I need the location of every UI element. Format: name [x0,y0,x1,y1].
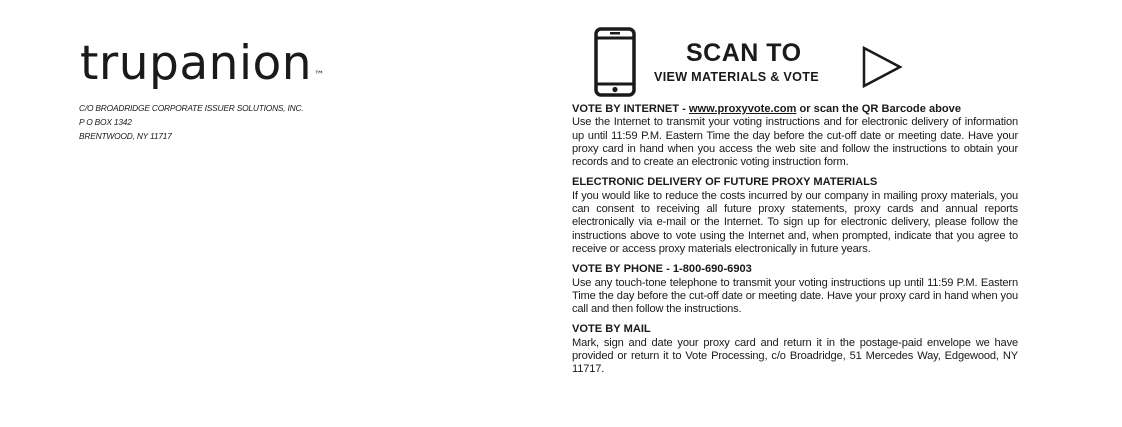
vote-by-phone-heading: VOTE BY PHONE - 1-800-690-6903 [572,263,752,276]
play-arrow-icon [861,45,903,89]
vote-by-mail-heading: VOTE BY MAIL [572,323,651,336]
vote-by-internet-section [572,103,1018,169]
vote-by-internet-body: Use the Internet to transmit your voting instructions and for electronic delivery of information up until 11:59 P.M. Eastern Time the day before the cut-off date or meeting date. Have your proxy card in hand when you access the web site and follow the instructions to obtain your records and to create an electronic voting instruction form. [572,116,1018,169]
address-line-3: BRENTWOOD, NY 11717 [79,131,172,141]
proxyvote-link[interactable]: www.proxyvote.com [688,103,797,115]
vote-by-mail-section [572,323,1018,376]
vote-by-internet-heading [572,103,1018,116]
brand-name: trupanion [80,36,313,91]
electronic-delivery-heading: ELECTRONIC DELIVERY OF FUTURE PROXY MATERIALS [572,176,878,189]
scan-subtitle: VIEW MATERIALS & VOTE [654,70,819,84]
trademark-symbol: ™ [314,70,325,81]
electronic-delivery-body: If you would like to reduce the costs incurred by our company in mailing proxy materials, you can consent to receiving all future proxy statements, proxy cards and annual reports electronically via e-mail or the Internet. To sign up for electronic delivery, please follow the instructions above to vote using the Internet and, when prompted, indicate that you agree to receive or access proxy materials electronically in future years. [572,189,1018,255]
return-address [79,101,304,143]
smartphone-icon [594,27,636,97]
vote-by-phone-section [572,263,1018,316]
vote-by-mail-body: Mark, sign and date your proxy card and return it in the postage-paid envelope we have provided or return it to Vote Processing, c/o Broadridge, 51 Mercedes Way, Edgewood, NY 11717. [572,336,1018,376]
scan-title: SCAN TO [686,39,802,67]
internet-heading-suffix: or scan the QR Barcode above [796,103,962,115]
address-line-1: C/O BROADRIDGE CORPORATE ISSUER SOLUTIONS, INC. [79,103,304,113]
address-line-2: P O BOX 1342 [79,117,132,127]
trupanion-logo [80,34,325,94]
vote-by-phone-body: Use any touch-tone telephone to transmit your voting instructions up until 11:59 P.M. Eastern Time the day before the cut-off date or meeting date. Have your proxy card in hand when you call and then follow the instructions. [572,276,1018,316]
voting-instructions [572,103,1018,384]
electronic-delivery-section [572,176,1018,256]
internet-heading-prefix: VOTE BY INTERNET - [572,103,689,115]
